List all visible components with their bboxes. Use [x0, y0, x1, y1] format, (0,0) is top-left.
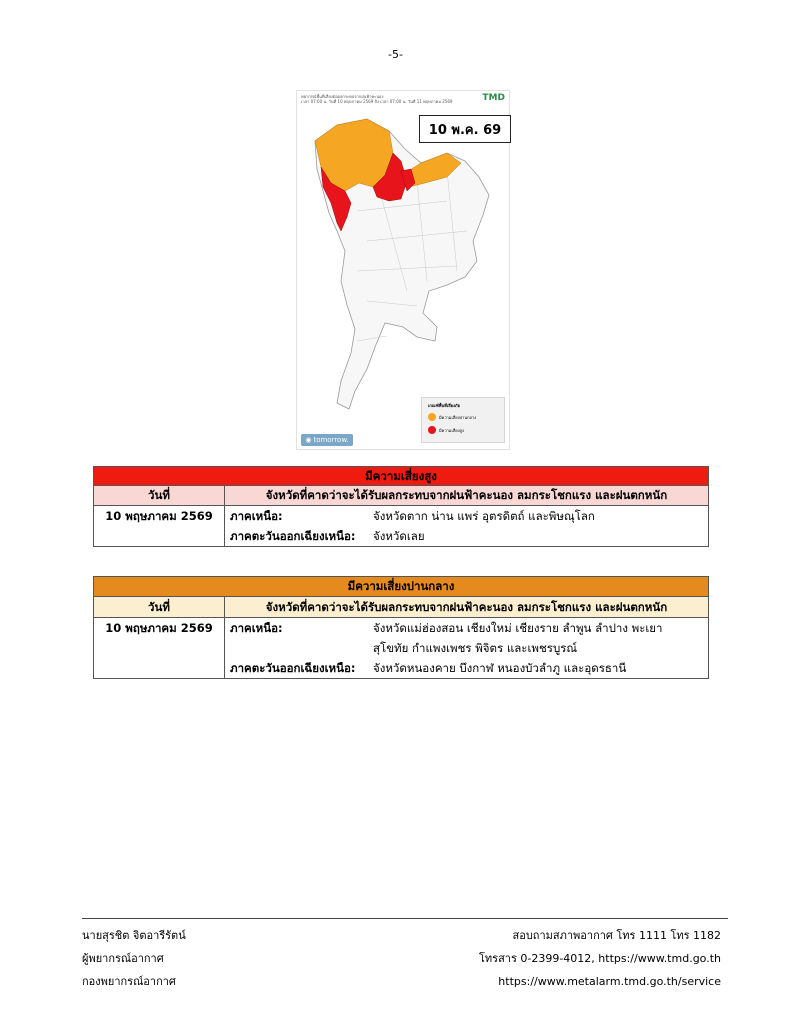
region-label: ภาคเหนือ:	[230, 509, 283, 523]
legend-moderate	[428, 413, 476, 421]
province-list: จังหวัดเลย	[373, 529, 425, 543]
tomorrow-brand	[301, 434, 353, 446]
region-label: ภาคเหนือ:	[230, 621, 283, 635]
map-header	[301, 94, 471, 104]
contact-service-link[interactable]: https://www.metalarm.tmd.go.th/service	[498, 975, 721, 988]
legend-high-label: มีความเสี่ยงสูง	[439, 427, 464, 433]
provinces-cell	[225, 506, 709, 547]
region-label: ภาคตะวันออกเฉียงเหนือ:	[230, 529, 356, 543]
legend-moderate-label: มีความเสี่ยงปานกลาง	[439, 414, 477, 420]
col-provinces-header: จังหวัดที่คาดว่าจะได้รับผลกระทบจากฝนฟ้าคะนอง ลมกระโชกแรง และฝนตกหนัก	[225, 486, 709, 506]
col-date-header: วันที่	[94, 597, 225, 618]
thailand-map-graphic	[297, 91, 509, 449]
region-line	[225, 506, 708, 526]
province-list: จังหวัดหนองคาย บึงกาฬ หนองบัวลำภู และอุดรธานี	[373, 661, 627, 675]
forecaster-division: กองพยากรณ์อากาศ	[82, 975, 176, 988]
map-header-line: พยากรณ์พื้นที่เสี่ยงต่อผลกระทบจากฝนฟ้าคะนอง	[301, 94, 384, 99]
contact-phone: สอบถามสภาพอากาศ โทร 1111 โทร 1182	[512, 929, 721, 942]
moderate-risk-table	[93, 576, 709, 679]
region-label: ภาคตะวันออกเฉียงเหนือ:	[230, 661, 356, 675]
footer-contact	[479, 924, 721, 993]
region-line	[225, 526, 708, 546]
tmd-logo: TMD	[482, 93, 505, 103]
province-list: สุโขทัย กำแพงเพชร พิจิตร และเพชรบูรณ์	[373, 641, 578, 655]
region-line	[225, 658, 708, 678]
map-date-label: 10 พ.ค. 69	[419, 115, 511, 143]
forecaster-name: นายสุรชิต จิตอารีรัตน์	[82, 929, 186, 942]
risk-map	[296, 90, 510, 450]
forecaster-title: ผู้พยากรณ์อากาศ	[82, 952, 164, 965]
orange-dot-icon	[428, 413, 436, 421]
date-cell: 10 พฤษภาคม 2569	[94, 618, 225, 679]
date-cell: 10 พฤษภาคม 2569	[94, 506, 225, 547]
footer-forecaster	[82, 924, 186, 993]
page-number: -5-	[388, 48, 403, 61]
legend-high	[428, 426, 464, 434]
region-line-continued	[225, 638, 708, 658]
footer-divider	[82, 918, 728, 919]
map-legend	[421, 397, 505, 443]
provinces-cell	[225, 618, 709, 679]
brand-label: tomorrow.	[313, 436, 349, 444]
legend-title: เกณฑ์พื้นที่เสี่ยงภัย	[428, 403, 460, 408]
region-line	[225, 618, 708, 638]
globe-icon: ◉	[305, 436, 312, 444]
high-risk-table	[93, 466, 709, 547]
map-header-line: เวลา 07:00 น. วันที่ 10 พฤษภาคม 2569 ถึง เวลา 07:00 น. วันที่ 11 พฤษภาคม 2569	[301, 99, 453, 104]
col-date-header: วันที่	[94, 486, 225, 506]
contact-fax-website: โทรสาร 0-2399-4012, https://www.tmd.go.th	[479, 952, 721, 965]
high-risk-title: มีความเสี่ยงสูง	[94, 467, 709, 486]
province-list: จังหวัดแม่ฮ่องสอน เชียงใหม่ เชียงราย ลำพูน ลำปาง พะเยา	[373, 621, 663, 635]
province-list: จังหวัดตาก น่าน แพร่ อุตรดิตถ์ และพิษณุโลก	[373, 509, 595, 523]
col-provinces-header: จังหวัดที่คาดว่าจะได้รับผลกระทบจากฝนฟ้าคะนอง ลมกระโชกแรง และฝนตกหนัก	[225, 597, 709, 618]
moderate-risk-title: มีความเสี่ยงปานกลาง	[94, 577, 709, 597]
red-dot-icon	[428, 426, 436, 434]
